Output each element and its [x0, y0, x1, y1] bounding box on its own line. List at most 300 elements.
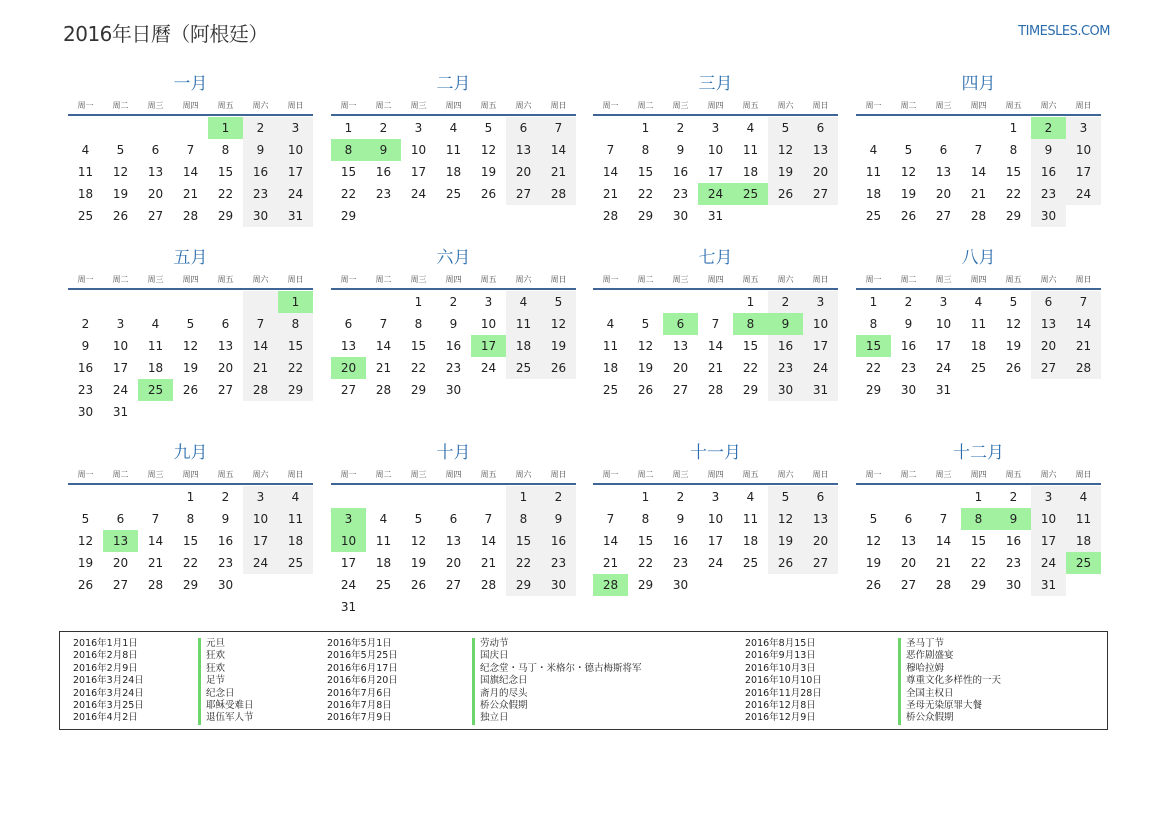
day-cell[interactable]: 3: [243, 486, 278, 508]
day-cell[interactable]: 19: [900, 187, 917, 201]
day-cell[interactable]: 23: [768, 357, 803, 379]
day-cell[interactable]: 23: [243, 183, 278, 205]
day-cell[interactable]: 5: [116, 143, 125, 157]
day-cell[interactable]: 20: [217, 361, 234, 375]
day-cell[interactable]: 17: [935, 339, 952, 353]
day-cell[interactable]: 1: [641, 121, 650, 135]
day-cell[interactable]: 1: [869, 295, 878, 309]
day-cell[interactable]: 14: [1066, 313, 1101, 335]
day-cell[interactable]: 6: [803, 117, 838, 139]
day-cell[interactable]: 3: [1031, 486, 1066, 508]
day-cell[interactable]: 7: [939, 512, 948, 526]
day-cell[interactable]: 29: [410, 383, 427, 397]
day-cell[interactable]: 31: [340, 600, 357, 614]
day-cell[interactable]: 24: [278, 183, 313, 205]
day-cell[interactable]: 13: [340, 339, 357, 353]
day-cell[interactable]: 1: [414, 295, 423, 309]
day-cell[interactable]: 7: [243, 313, 278, 335]
day-cell[interactable]: 15: [182, 534, 199, 548]
day-cell[interactable]: 2: [379, 121, 388, 135]
day-cell[interactable]: 3: [414, 121, 423, 135]
day-cell[interactable]: 5: [414, 512, 423, 526]
day-cell[interactable]: 29: [637, 209, 654, 223]
day-cell[interactable]: 6: [506, 117, 541, 139]
day-cell[interactable]: 15: [410, 339, 427, 353]
day-cell[interactable]: 26: [112, 209, 129, 223]
day-cell[interactable]: 17: [1066, 161, 1101, 183]
day-cell[interactable]: 15: [742, 339, 759, 353]
day-cell[interactable]: 3: [1066, 117, 1101, 139]
day-cell[interactable]: 15: [217, 165, 234, 179]
day-cell[interactable]: 27: [672, 383, 689, 397]
day-cell[interactable]: 5: [484, 121, 493, 135]
day-cell[interactable]: 25: [445, 187, 462, 201]
day-cell[interactable]: 17: [707, 165, 724, 179]
day-cell[interactable]: 16: [1005, 534, 1022, 548]
day-cell[interactable]: 16: [768, 335, 803, 357]
day-cell[interactable]: 5: [1009, 295, 1018, 309]
day-cell[interactable]: 19: [637, 361, 654, 375]
day-cell[interactable]: 3: [711, 490, 720, 504]
day-cell[interactable]: 8: [869, 317, 878, 331]
holiday-day-cell[interactable]: 8: [331, 139, 366, 161]
day-cell[interactable]: 2: [81, 317, 90, 331]
day-cell[interactable]: 19: [77, 556, 94, 570]
day-cell[interactable]: 25: [506, 357, 541, 379]
day-cell[interactable]: 24: [803, 357, 838, 379]
holiday-day-cell[interactable]: 24: [698, 183, 733, 205]
day-cell[interactable]: 21: [970, 187, 987, 201]
day-cell[interactable]: 24: [340, 578, 357, 592]
day-cell[interactable]: 28: [707, 383, 724, 397]
day-cell[interactable]: 5: [81, 512, 90, 526]
day-cell[interactable]: 26: [768, 183, 803, 205]
day-cell[interactable]: 12: [112, 165, 129, 179]
day-cell[interactable]: 22: [1005, 187, 1022, 201]
day-cell[interactable]: 26: [77, 578, 94, 592]
day-cell[interactable]: 7: [1066, 291, 1101, 313]
holiday-day-cell[interactable]: 9: [768, 313, 803, 335]
day-cell[interactable]: 18: [1066, 530, 1101, 552]
day-cell[interactable]: 23: [1005, 556, 1022, 570]
day-cell[interactable]: 19: [410, 556, 427, 570]
day-cell[interactable]: 21: [480, 556, 497, 570]
holiday-day-cell[interactable]: 1: [208, 117, 243, 139]
day-cell[interactable]: 5: [641, 317, 650, 331]
day-cell[interactable]: 26: [480, 187, 497, 201]
day-cell[interactable]: 20: [1031, 335, 1066, 357]
day-cell[interactable]: 14: [480, 534, 497, 548]
day-cell[interactable]: 2: [449, 295, 458, 309]
day-cell[interactable]: 25: [77, 209, 94, 223]
brand-logo[interactable]: TIMESLES.COM: [1018, 24, 1110, 39]
day-cell[interactable]: 26: [865, 578, 882, 592]
day-cell[interactable]: 27: [445, 578, 462, 592]
day-cell[interactable]: 16: [672, 534, 689, 548]
day-cell[interactable]: 16: [77, 361, 94, 375]
day-cell[interactable]: 30: [1005, 578, 1022, 592]
day-cell[interactable]: 2: [243, 117, 278, 139]
day-cell[interactable]: 20: [672, 361, 689, 375]
day-cell[interactable]: 10: [243, 508, 278, 530]
day-cell[interactable]: 22: [410, 361, 427, 375]
day-cell[interactable]: 16: [672, 165, 689, 179]
day-cell[interactable]: 28: [243, 379, 278, 401]
day-cell[interactable]: 20: [112, 556, 129, 570]
day-cell[interactable]: 26: [1005, 361, 1022, 375]
day-cell[interactable]: 18: [375, 556, 392, 570]
day-cell[interactable]: 2: [541, 486, 576, 508]
day-cell[interactable]: 22: [506, 552, 541, 574]
holiday-day-cell[interactable]: 25: [1066, 552, 1101, 574]
holiday-day-cell[interactable]: 25: [138, 379, 173, 401]
day-cell[interactable]: 8: [186, 512, 195, 526]
day-cell[interactable]: 4: [379, 512, 388, 526]
holiday-day-cell[interactable]: 17: [471, 335, 506, 357]
day-cell[interactable]: 18: [602, 361, 619, 375]
day-cell[interactable]: 11: [602, 339, 619, 353]
day-cell[interactable]: 25: [865, 209, 882, 223]
day-cell[interactable]: 3: [484, 295, 493, 309]
day-cell[interactable]: 11: [506, 313, 541, 335]
day-cell[interactable]: 10: [480, 317, 497, 331]
day-cell[interactable]: 7: [541, 117, 576, 139]
day-cell[interactable]: 20: [803, 161, 838, 183]
day-cell[interactable]: 30: [445, 383, 462, 397]
day-cell[interactable]: 23: [541, 552, 576, 574]
day-cell[interactable]: 14: [602, 165, 619, 179]
holiday-day-cell[interactable]: 8: [961, 508, 996, 530]
day-cell[interactable]: 26: [637, 383, 654, 397]
day-cell[interactable]: 30: [672, 209, 689, 223]
day-cell[interactable]: 21: [541, 161, 576, 183]
day-cell[interactable]: 29: [637, 578, 654, 592]
day-cell[interactable]: 27: [217, 383, 234, 397]
day-cell[interactable]: 21: [375, 361, 392, 375]
holiday-day-cell[interactable]: 9: [366, 139, 401, 161]
day-cell[interactable]: 22: [637, 556, 654, 570]
day-cell[interactable]: 13: [935, 165, 952, 179]
day-cell[interactable]: 4: [1066, 486, 1101, 508]
day-cell[interactable]: 18: [278, 530, 313, 552]
day-cell[interactable]: 18: [506, 335, 541, 357]
day-cell[interactable]: 30: [541, 574, 576, 596]
day-cell[interactable]: 12: [1005, 317, 1022, 331]
day-cell[interactable]: 7: [711, 317, 720, 331]
day-cell[interactable]: 13: [900, 534, 917, 548]
day-cell[interactable]: 22: [865, 361, 882, 375]
day-cell[interactable]: 10: [112, 339, 129, 353]
day-cell[interactable]: 12: [900, 165, 917, 179]
holiday-day-cell[interactable]: 10: [331, 530, 366, 552]
day-cell[interactable]: 13: [217, 339, 234, 353]
day-cell[interactable]: 24: [1031, 552, 1066, 574]
day-cell[interactable]: 12: [480, 143, 497, 157]
day-cell[interactable]: 10: [707, 512, 724, 526]
day-cell[interactable]: 12: [865, 534, 882, 548]
day-cell[interactable]: 12: [637, 339, 654, 353]
day-cell[interactable]: 9: [81, 339, 90, 353]
day-cell[interactable]: 13: [147, 165, 164, 179]
day-cell[interactable]: 17: [243, 530, 278, 552]
day-cell[interactable]: 18: [742, 165, 759, 179]
day-cell[interactable]: 10: [278, 139, 313, 161]
day-cell[interactable]: 16: [375, 165, 392, 179]
day-cell[interactable]: 14: [243, 335, 278, 357]
day-cell[interactable]: 14: [970, 165, 987, 179]
day-cell[interactable]: 17: [112, 361, 129, 375]
day-cell[interactable]: 8: [641, 143, 650, 157]
day-cell[interactable]: 4: [746, 490, 755, 504]
day-cell[interactable]: 21: [707, 361, 724, 375]
day-cell[interactable]: 17: [707, 534, 724, 548]
day-cell[interactable]: 26: [541, 357, 576, 379]
day-cell[interactable]: 19: [112, 187, 129, 201]
day-cell[interactable]: 29: [865, 383, 882, 397]
day-cell[interactable]: 19: [865, 556, 882, 570]
day-cell[interactable]: 15: [506, 530, 541, 552]
day-cell[interactable]: 16: [445, 339, 462, 353]
day-cell[interactable]: 23: [445, 361, 462, 375]
day-cell[interactable]: 14: [147, 534, 164, 548]
day-cell[interactable]: 24: [707, 556, 724, 570]
day-cell[interactable]: 6: [449, 512, 458, 526]
day-cell[interactable]: 2: [768, 291, 803, 313]
day-cell[interactable]: 12: [77, 534, 94, 548]
day-cell[interactable]: 22: [182, 556, 199, 570]
day-cell[interactable]: 5: [869, 512, 878, 526]
day-cell[interactable]: 24: [112, 383, 129, 397]
day-cell[interactable]: 1: [641, 490, 650, 504]
day-cell[interactable]: 8: [1009, 143, 1018, 157]
day-cell[interactable]: 2: [904, 295, 913, 309]
day-cell[interactable]: 26: [768, 552, 803, 574]
day-cell[interactable]: 19: [182, 361, 199, 375]
day-cell[interactable]: 20: [803, 530, 838, 552]
day-cell[interactable]: 5: [541, 291, 576, 313]
day-cell[interactable]: 28: [970, 209, 987, 223]
day-cell[interactable]: 12: [768, 508, 803, 530]
day-cell[interactable]: 17: [1031, 530, 1066, 552]
day-cell[interactable]: 19: [480, 165, 497, 179]
day-cell[interactable]: 14: [602, 534, 619, 548]
day-cell[interactable]: 28: [602, 209, 619, 223]
day-cell[interactable]: 18: [77, 187, 94, 201]
day-cell[interactable]: 1: [186, 490, 195, 504]
day-cell[interactable]: 20: [506, 161, 541, 183]
day-cell[interactable]: 25: [742, 556, 759, 570]
day-cell[interactable]: 16: [1031, 161, 1066, 183]
day-cell[interactable]: 4: [746, 121, 755, 135]
day-cell[interactable]: 22: [970, 556, 987, 570]
day-cell[interactable]: 29: [217, 209, 234, 223]
day-cell[interactable]: 19: [541, 335, 576, 357]
day-cell[interactable]: 19: [1005, 339, 1022, 353]
day-cell[interactable]: 9: [449, 317, 458, 331]
day-cell[interactable]: 27: [506, 183, 541, 205]
day-cell[interactable]: 15: [340, 165, 357, 179]
day-cell[interactable]: 30: [77, 405, 94, 419]
day-cell[interactable]: 21: [602, 187, 619, 201]
day-cell[interactable]: 4: [869, 143, 878, 157]
day-cell[interactable]: 4: [151, 317, 160, 331]
day-cell[interactable]: 22: [742, 361, 759, 375]
day-cell[interactable]: 8: [221, 143, 230, 157]
day-cell[interactable]: 4: [606, 317, 615, 331]
day-cell[interactable]: 31: [112, 405, 129, 419]
day-cell[interactable]: 14: [375, 339, 392, 353]
day-cell[interactable]: 7: [974, 143, 983, 157]
day-cell[interactable]: 25: [970, 361, 987, 375]
day-cell[interactable]: 13: [803, 139, 838, 161]
day-cell[interactable]: 9: [904, 317, 913, 331]
day-cell[interactable]: 11: [445, 143, 462, 157]
day-cell[interactable]: 20: [900, 556, 917, 570]
day-cell[interactable]: 24: [480, 361, 497, 375]
day-cell[interactable]: 10: [1066, 139, 1101, 161]
day-cell[interactable]: 13: [803, 508, 838, 530]
day-cell[interactable]: 11: [375, 534, 392, 548]
day-cell[interactable]: 21: [935, 556, 952, 570]
day-cell[interactable]: 9: [1031, 139, 1066, 161]
day-cell[interactable]: 31: [707, 209, 724, 223]
day-cell[interactable]: 7: [379, 317, 388, 331]
day-cell[interactable]: 16: [541, 530, 576, 552]
day-cell[interactable]: 5: [904, 143, 913, 157]
day-cell[interactable]: 11: [77, 165, 94, 179]
day-cell[interactable]: 29: [340, 209, 357, 223]
day-cell[interactable]: 22: [340, 187, 357, 201]
day-cell[interactable]: 10: [707, 143, 724, 157]
day-cell[interactable]: 14: [935, 534, 952, 548]
day-cell[interactable]: 14: [541, 139, 576, 161]
day-cell[interactable]: 15: [637, 165, 654, 179]
day-cell[interactable]: 18: [445, 165, 462, 179]
day-cell[interactable]: 3: [803, 291, 838, 313]
day-cell[interactable]: 1: [974, 490, 983, 504]
day-cell[interactable]: 6: [344, 317, 353, 331]
day-cell[interactable]: 27: [147, 209, 164, 223]
day-cell[interactable]: 21: [243, 357, 278, 379]
day-cell[interactable]: 8: [278, 313, 313, 335]
day-cell[interactable]: 21: [147, 556, 164, 570]
holiday-day-cell[interactable]: 28: [593, 574, 628, 596]
day-cell[interactable]: 19: [768, 530, 803, 552]
day-cell[interactable]: 6: [1031, 291, 1066, 313]
day-cell[interactable]: 8: [506, 508, 541, 530]
day-cell[interactable]: 26: [182, 383, 199, 397]
day-cell[interactable]: 21: [602, 556, 619, 570]
day-cell[interactable]: 6: [904, 512, 913, 526]
day-cell[interactable]: 24: [935, 361, 952, 375]
day-cell[interactable]: 30: [768, 379, 803, 401]
day-cell[interactable]: 24: [1066, 183, 1101, 205]
day-cell[interactable]: 6: [803, 486, 838, 508]
day-cell[interactable]: 26: [900, 209, 917, 223]
day-cell[interactable]: 30: [672, 578, 689, 592]
day-cell[interactable]: 22: [637, 187, 654, 201]
holiday-day-cell[interactable]: 2: [1031, 117, 1066, 139]
holiday-day-cell[interactable]: 15: [856, 335, 891, 357]
day-cell[interactable]: 15: [1005, 165, 1022, 179]
day-cell[interactable]: 27: [803, 552, 838, 574]
day-cell[interactable]: 5: [186, 317, 195, 331]
day-cell[interactable]: 15: [970, 534, 987, 548]
day-cell[interactable]: 17: [340, 556, 357, 570]
day-cell[interactable]: 25: [602, 383, 619, 397]
day-cell[interactable]: 11: [147, 339, 164, 353]
day-cell[interactable]: 3: [939, 295, 948, 309]
day-cell[interactable]: 29: [970, 578, 987, 592]
day-cell[interactable]: 26: [410, 578, 427, 592]
day-cell[interactable]: 1: [344, 121, 353, 135]
day-cell[interactable]: 25: [375, 578, 392, 592]
day-cell[interactable]: 2: [676, 121, 685, 135]
day-cell[interactable]: 27: [340, 383, 357, 397]
day-cell[interactable]: 18: [970, 339, 987, 353]
day-cell[interactable]: 12: [541, 313, 576, 335]
day-cell[interactable]: 23: [375, 187, 392, 201]
day-cell[interactable]: 15: [637, 534, 654, 548]
day-cell[interactable]: 30: [1031, 205, 1066, 227]
day-cell[interactable]: 28: [480, 578, 497, 592]
day-cell[interactable]: 8: [641, 512, 650, 526]
day-cell[interactable]: 4: [278, 486, 313, 508]
day-cell[interactable]: 30: [217, 578, 234, 592]
day-cell[interactable]: 8: [414, 317, 423, 331]
day-cell[interactable]: 27: [112, 578, 129, 592]
day-cell[interactable]: 2: [1009, 490, 1018, 504]
day-cell[interactable]: 27: [803, 183, 838, 205]
day-cell[interactable]: 31: [935, 383, 952, 397]
day-cell[interactable]: 4: [506, 291, 541, 313]
day-cell[interactable]: 22: [217, 187, 234, 201]
day-cell[interactable]: 28: [935, 578, 952, 592]
day-cell[interactable]: 12: [182, 339, 199, 353]
day-cell[interactable]: 30: [900, 383, 917, 397]
day-cell[interactable]: 23: [672, 556, 689, 570]
holiday-day-cell[interactable]: 3: [331, 508, 366, 530]
day-cell[interactable]: 11: [742, 512, 759, 526]
day-cell[interactable]: 10: [935, 317, 952, 331]
day-cell[interactable]: 16: [217, 534, 234, 548]
holiday-day-cell[interactable]: 25: [733, 183, 768, 205]
day-cell[interactable]: 23: [900, 361, 917, 375]
day-cell[interactable]: 19: [768, 161, 803, 183]
day-cell[interactable]: 10: [1031, 508, 1066, 530]
day-cell[interactable]: 23: [77, 383, 94, 397]
day-cell[interactable]: 27: [1031, 357, 1066, 379]
day-cell[interactable]: 20: [935, 187, 952, 201]
day-cell[interactable]: 13: [445, 534, 462, 548]
day-cell[interactable]: 27: [900, 578, 917, 592]
day-cell[interactable]: 29: [182, 578, 199, 592]
day-cell[interactable]: 12: [768, 139, 803, 161]
day-cell[interactable]: 9: [243, 139, 278, 161]
day-cell[interactable]: 3: [278, 117, 313, 139]
day-cell[interactable]: 3: [711, 121, 720, 135]
day-cell[interactable]: 28: [182, 209, 199, 223]
day-cell[interactable]: 4: [81, 143, 90, 157]
day-cell[interactable]: 31: [803, 379, 838, 401]
day-cell[interactable]: 4: [974, 295, 983, 309]
day-cell[interactable]: 11: [742, 143, 759, 157]
day-cell[interactable]: 30: [243, 205, 278, 227]
day-cell[interactable]: 2: [221, 490, 230, 504]
day-cell[interactable]: 9: [676, 143, 685, 157]
day-cell[interactable]: 23: [1031, 183, 1066, 205]
day-cell[interactable]: 29: [506, 574, 541, 596]
